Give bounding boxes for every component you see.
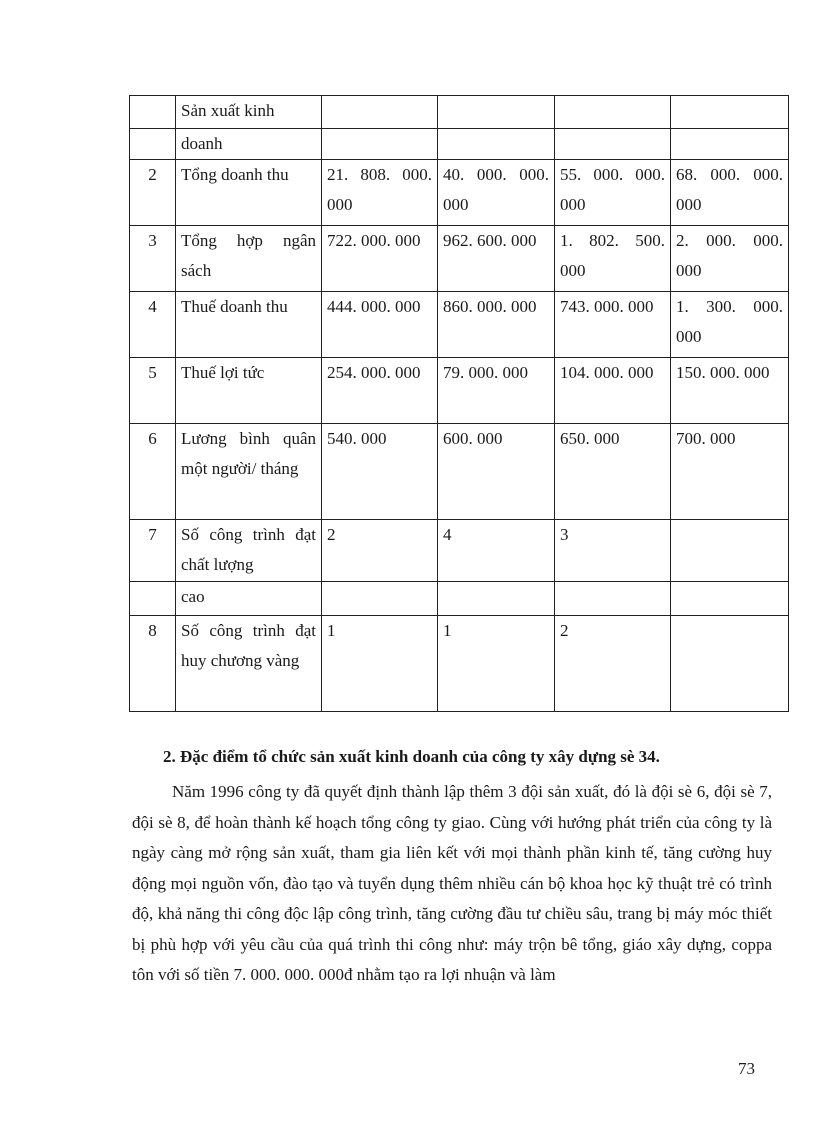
value-cell: 2 (555, 616, 671, 712)
value-cell (322, 129, 438, 160)
table-row (130, 520, 789, 582)
table-row (130, 226, 789, 292)
value-cell: 444. 000. 000 (322, 292, 438, 358)
table-row (130, 160, 789, 226)
value-cell: 40. 000. 000. 000 (438, 160, 555, 226)
value-cell: 540. 000 (322, 424, 438, 520)
value-cell (438, 129, 555, 160)
value-cell: 3 (555, 520, 671, 582)
value-cell (555, 96, 671, 129)
value-cell: 2 (322, 520, 438, 582)
row-index (130, 129, 176, 160)
table-row (130, 616, 789, 712)
value-cell (438, 96, 555, 129)
table-row (130, 129, 789, 160)
value-cell (671, 96, 789, 129)
financial-table (129, 95, 789, 712)
value-cell: 700. 000 (671, 424, 789, 520)
row-label: cao (176, 582, 322, 616)
row-label: Thuế lợi tức (176, 358, 322, 424)
row-index: 3 (130, 226, 176, 292)
value-cell (671, 582, 789, 616)
value-cell: 79. 000. 000 (438, 358, 555, 424)
row-index: 6 (130, 424, 176, 520)
value-cell: 2. 000. 000. 000 (671, 226, 789, 292)
table-row (130, 582, 789, 616)
value-cell (322, 96, 438, 129)
value-cell (555, 582, 671, 616)
row-index (130, 582, 176, 616)
value-cell: 104. 000. 000 (555, 358, 671, 424)
row-label: Số công trình đạt chất lượng (176, 520, 322, 582)
value-cell: 1. 300. 000. 000 (671, 292, 789, 358)
row-label: Tổng doanh thu (176, 160, 322, 226)
value-cell (671, 616, 789, 712)
value-cell: 860. 000. 000 (438, 292, 555, 358)
value-cell (438, 582, 555, 616)
value-cell: 150. 000. 000 (671, 358, 789, 424)
value-cell: 650. 000 (555, 424, 671, 520)
row-label: Tổng hợp ngân sách (176, 226, 322, 292)
section-heading: 2. Đặc điểm tổ chức sản xuất kinh doanh của công ty xây dựng sè 34. (163, 747, 660, 766)
row-label: Số công trình đạt huy chương vàng (176, 616, 322, 712)
row-index (130, 96, 176, 129)
section-paragraph: Năm 1996 công ty đã quyết định thành lập thêm 3 đội sản xuất, đó là đội sè 6, đội sè 7, đội sè 8, để hoàn thành kế hoạch tổng công ty giao. Cùng với hướng phát triển của công ty là ngày càng mở rộng sản xuất, tham gia liên kết với mọi thành phần kinh tế, tăng cường huy động mọi nguồn vốn, đào tạo và tuyển dụng thêm nhiều cán bộ khoa học kỹ thuật trẻ có trình độ, khả năng thi công độc lập công trình, tăng cường đầu tư chiều sâu, trang bị máy móc thiết bị phù hợp với yêu cầu của quá trình thi công như: máy trộn bê tổng, giáo xây dựng, coppa tôn với số tiền 7. 000. 000. 000đ nhằm tạo ra lợi nhuận và làm (132, 782, 772, 984)
value-cell: 1 (438, 616, 555, 712)
table-row (130, 358, 789, 424)
row-index: 8 (130, 616, 176, 712)
value-cell: 4 (438, 520, 555, 582)
row-label: Lương bình quân một người/ tháng (176, 424, 322, 520)
value-cell: 68. 000. 000. 000 (671, 160, 789, 226)
value-cell: 254. 000. 000 (322, 358, 438, 424)
table-row (130, 96, 789, 129)
row-label: Sản xuất kinh (176, 96, 322, 129)
row-index: 7 (130, 520, 176, 582)
value-cell (671, 129, 789, 160)
page-number: 73 (738, 1059, 755, 1078)
value-cell: 600. 000 (438, 424, 555, 520)
value-cell (322, 582, 438, 616)
value-cell: 722. 000. 000 (322, 226, 438, 292)
value-cell: 55. 000. 000. 000 (555, 160, 671, 226)
value-cell: 1 (322, 616, 438, 712)
value-cell: 743. 000. 000 (555, 292, 671, 358)
row-label: doanh (176, 129, 322, 160)
row-index: 2 (130, 160, 176, 226)
value-cell (555, 129, 671, 160)
row-index: 4 (130, 292, 176, 358)
table-row (130, 424, 789, 520)
value-cell (671, 520, 789, 582)
table-row (130, 292, 789, 358)
row-index: 5 (130, 358, 176, 424)
value-cell: 962. 600. 000 (438, 226, 555, 292)
value-cell: 1. 802. 500. 000 (555, 226, 671, 292)
row-label: Thuế doanh thu (176, 292, 322, 358)
value-cell: 21. 808. 000. 000 (322, 160, 438, 226)
